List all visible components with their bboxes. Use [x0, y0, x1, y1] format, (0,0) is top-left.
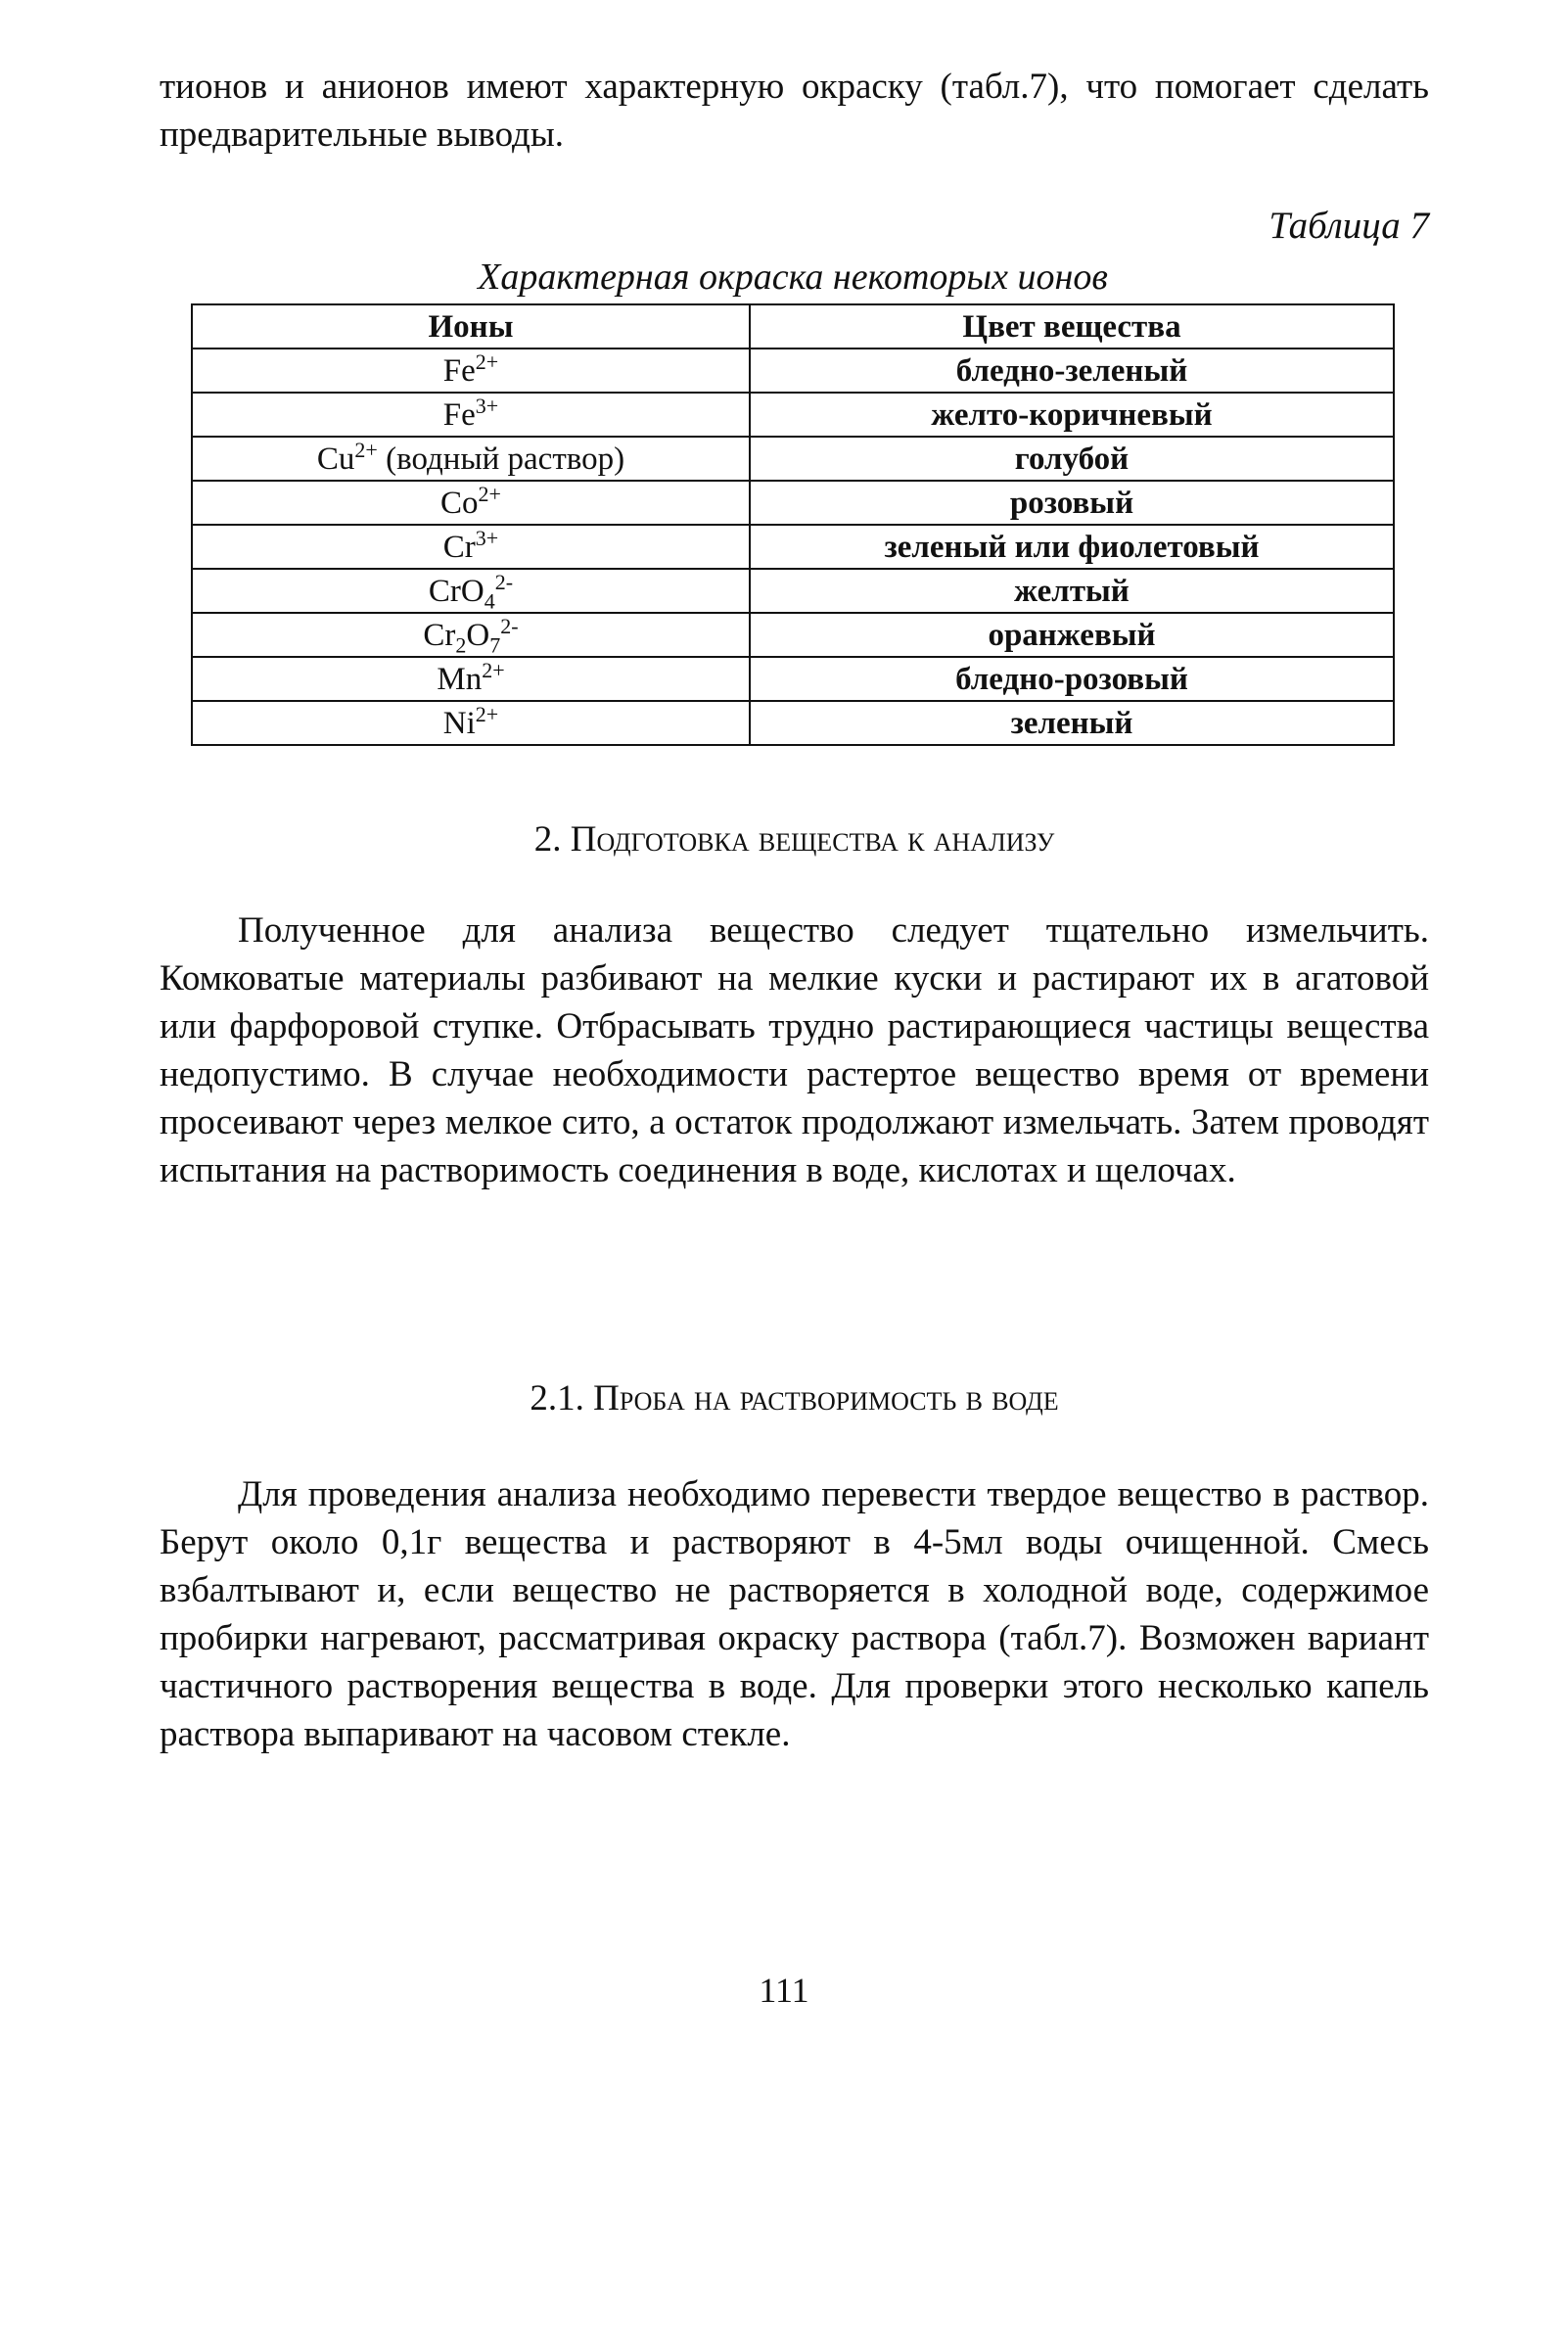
page-number: 111 — [759, 1971, 809, 2010]
ion-formula: Ni — [442, 705, 476, 741]
ion-charge: 3+ — [475, 525, 499, 550]
ion-formula: $Cr_2O$ — [423, 617, 490, 658]
ion-formula: CrO — [428, 573, 484, 609]
section-heading-preparation-text: 2. Подготовка вещества к анализу — [533, 819, 1055, 860]
color-cell: зеленый или фиолетовый — [750, 525, 1394, 569]
ion-formula: Cu — [316, 441, 355, 477]
ion-color-table — [191, 303, 1395, 746]
ion-formula: Mn — [437, 661, 483, 697]
ion-charge: 2+ — [475, 701, 499, 726]
color-cell: оранжевый — [750, 613, 1394, 657]
table-row — [192, 569, 1394, 613]
ion-charge: 2- — [500, 613, 519, 638]
table-row — [192, 525, 1394, 569]
ion-cell — [192, 569, 750, 613]
ion-charge: 3+ — [475, 393, 499, 418]
ion-cell — [192, 701, 750, 745]
section-heading-preparation — [160, 816, 1429, 863]
ion-charge: 2+ — [482, 657, 505, 682]
table-row — [192, 437, 1394, 481]
ion-cell — [192, 657, 750, 701]
ion-cell — [192, 525, 750, 569]
header-ions: Ионы — [192, 304, 750, 349]
color-cell: бледно-зеленый — [750, 349, 1394, 393]
ion-cell — [192, 393, 750, 437]
table-number: Таблица 7 — [1268, 205, 1429, 247]
preparation-paragraph — [160, 907, 1429, 1194]
table-caption: Характерная окраска некоторых ионов — [478, 256, 1108, 298]
ion-cell — [192, 481, 750, 525]
ion-charge: 2+ — [478, 481, 501, 506]
table-row — [192, 481, 1394, 525]
table-row — [192, 393, 1394, 437]
table-body — [192, 349, 1394, 745]
ion-formula: Co — [440, 485, 479, 521]
ion-formula: Fe — [442, 396, 476, 433]
intro-paragraph — [160, 63, 1429, 159]
ion-charge: 2+ — [475, 349, 499, 374]
table-row — [192, 349, 1394, 393]
color-cell: розовый — [750, 481, 1394, 525]
intro-text: тионов и анионов имеют характерную окраску (табл.7), что помогает сделать предварительные выводы. — [160, 67, 1429, 155]
ion-cell — [192, 437, 750, 481]
solubility-paragraph — [160, 1470, 1429, 1758]
table-row — [192, 613, 1394, 657]
ion-formula: Cr — [442, 529, 476, 565]
ion-cell — [192, 349, 750, 393]
ion-charge: 2- — [494, 569, 514, 594]
table-row — [192, 657, 1394, 701]
color-cell: голубой — [750, 437, 1394, 481]
table-row — [192, 701, 1394, 745]
color-cell: желтый — [750, 569, 1394, 613]
color-cell: бледно-розовый — [750, 657, 1394, 701]
table-header-row — [192, 304, 1394, 349]
ion-note: (водный раствор) — [377, 441, 625, 477]
header-color: Цвет вещества — [750, 304, 1394, 349]
ion-cell — [192, 613, 750, 657]
solubility-text: Для проведения анализа необходимо перевести твердое вещество в раствор. Берут около 0,1г вещества и растворяют в 4-5мл воды очищенной. Смесь взбалтывают и, если вещество не растворяется в холодной воде, содержимое пробирки нагревают, рассматривая окраску раствора (табл.7). Возможен вариант частичного растворения вещества в воде. Для проверки этого несколько капель раствора выпаривают на часовом стекле. — [160, 1474, 1429, 1754]
ion-subscript: 7 — [489, 632, 501, 658]
section-heading-solubility-text: 2.1. Проба на растворимость в воде — [530, 1378, 1059, 1418]
ion-formula: Fe — [442, 352, 476, 389]
ion-charge: 2+ — [354, 437, 378, 462]
color-cell: зеленый — [750, 701, 1394, 745]
preparation-text: Полученное для анализа вещество следует тщательно измельчить. Комковатые материалы разбивают на мелкие куски и растирают их в агатовой или фарфоровой ступке. Отбрасывать трудно растирающиеся частицы вещества недопустимо. В случае необходимости растертое вещество время от времени просеивают через мелкое сито, а остаток продолжают измельчать. Затем проводят испытания на растворимость соединения в воде, кислотах и щелочах. — [160, 910, 1429, 1190]
section-heading-solubility — [160, 1375, 1429, 1422]
ion-subscript: 4 — [484, 588, 495, 614]
color-cell: желто-коричневый — [750, 393, 1394, 437]
